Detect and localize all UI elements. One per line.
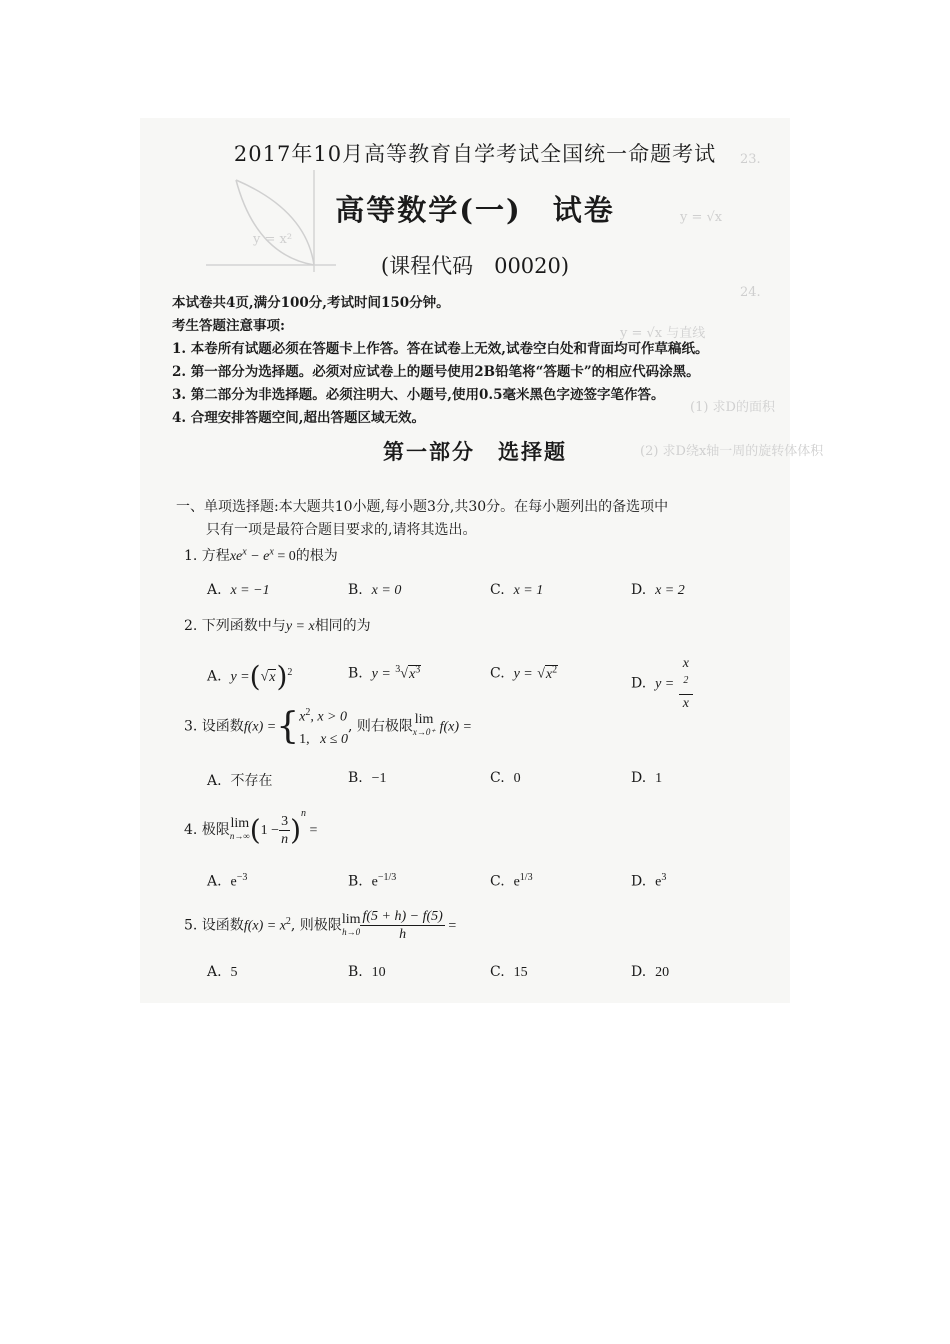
question-4-option-a[interactable]: A. $e^{-3}$ [207, 872, 248, 890]
question-4-option-d[interactable]: D. $e^3$ [631, 872, 667, 890]
question-2-option-c[interactable]: C. $y = √x^2$ [490, 664, 558, 682]
bleed-text: y = √x 与直线 [620, 326, 706, 341]
section-heading [176, 496, 668, 542]
bleed-text: y = √x [680, 210, 723, 225]
question-2-stem: 2. 下列函数中与y = x相同的为 [184, 618, 371, 634]
question-3-option-a[interactable]: A. 不存在 [207, 773, 273, 789]
question-3-option-c[interactable]: C. 0 [490, 770, 521, 786]
question-2-option-a[interactable]: A. $y =(√x)^2$ [207, 660, 293, 693]
question-4-stem: 4. 极限lim n→∞ (1 − $\frac{3}{n}$ )$^n$ = [184, 808, 318, 847]
bleed-text: 23. [740, 152, 761, 167]
question-1-option-c[interactable]: C. x = 1 [490, 582, 544, 598]
question-4-option-c[interactable]: C. $e^{1/3}$ [490, 872, 533, 890]
bleed-text: (1) 求D的面积 [690, 400, 775, 415]
question-5-option-d[interactable]: D. 20 [631, 964, 670, 980]
question-5-stem: 5. 设函数$f(x) = x^2$, 则极限lim h→0 $\frac{f(5 + h) - f(5)}{h}$ = [184, 909, 457, 942]
question-3-option-d[interactable]: D. 1 [631, 770, 663, 786]
question-3-stem: 3. 设函数f(x) ={ $x^2$, x > 0 1, x ≤ 0 , 则右极限 lim x→0⁺ f(x) = [184, 705, 472, 747]
subject-title: 高等数学(一) 试卷 [335, 193, 615, 227]
question-1-option-b[interactable]: B. x = 0 [348, 582, 402, 598]
bleed-text: y = x² [253, 232, 293, 247]
question-5-option-c[interactable]: C. 15 [490, 964, 528, 980]
question-2-option-b[interactable]: B. $y = ^3√x^3$ [348, 664, 421, 682]
question-2-option-d[interactable]: D. y = x $^2$ x [631, 655, 693, 712]
question-5-option-a[interactable]: A. 5 [207, 964, 238, 980]
note-item: 4. 合理安排答题空间,超出答题区域无效。 [172, 410, 425, 426]
exam-instructions [172, 292, 709, 430]
notes-title: 考生答题注意事项: [172, 318, 285, 334]
question-3-option-b[interactable]: B. −1 [348, 770, 387, 786]
part-one-title: 第一部分 选择题 [383, 439, 567, 464]
course-code: (课程代码 00020) [380, 254, 570, 278]
question-1-stem: 1. 方程$xe^x - e^x = 0$的根为 [184, 546, 338, 564]
question-4-option-b[interactable]: B. $e^{-1/3}$ [348, 872, 397, 890]
bleed-text: (2) 求D绕x轴一周的旋转体体积 [640, 444, 824, 459]
question-5-option-b[interactable]: B. 10 [348, 964, 386, 980]
note-item: 1. 本卷所有试题必须在答题卡上作答。答在试卷上无效,试卷空白处和背面均可作草稿纸。 [172, 341, 709, 357]
question-1-option-d[interactable]: D. x = 2 [631, 582, 685, 598]
question-1-option-a[interactable]: A. x = −1 [207, 582, 270, 598]
section-heading-line: 一、单项选择题:本大题共10小题,每小题3分,共30分。在每小题列出的备选项中 [176, 499, 669, 515]
bleed-text: 24. [740, 285, 761, 300]
note-item: 3. 第二部分为非选择题。必须注明大、小题号,使用0.5毫米黑色字迹签字笔作答。 [172, 387, 665, 403]
exam-title: 2017年10月高等教育自学考试全国统一命题考试 [233, 142, 717, 166]
note-item: 2. 第一部分为选择题。必须对应试卷上的题号使用2B铅笔将“答题卡”的相应代码涂黑。 [172, 364, 700, 380]
exam-summary: 本试卷共4页,满分100分,考试时间150分钟。 [172, 295, 450, 311]
section-heading-line: 只有一项是最符合题目要求的,请将其选出。 [206, 522, 477, 538]
